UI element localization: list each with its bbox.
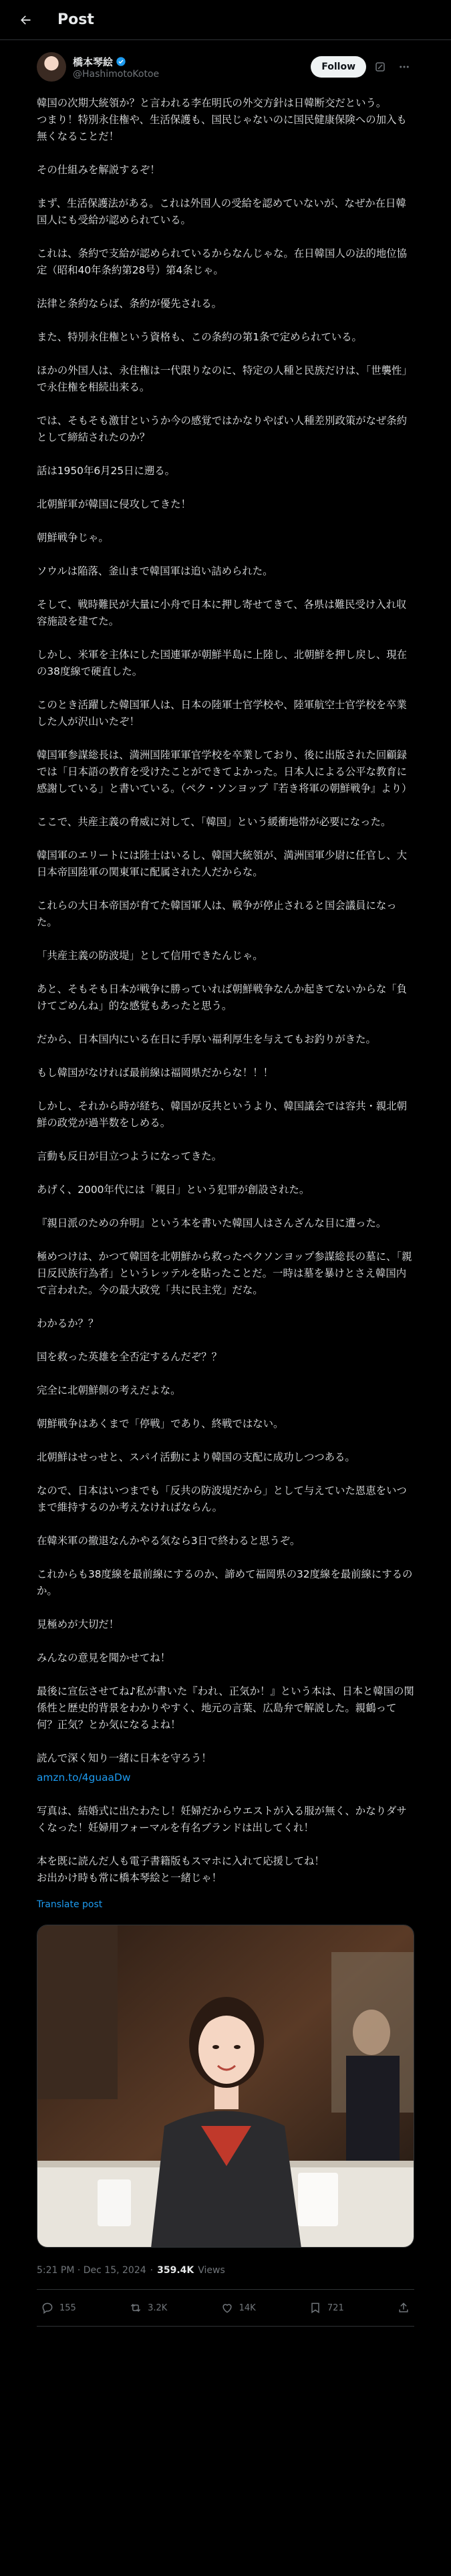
paragraph: しかし、米軍を主体にした国連軍が朝鮮半島に上陸し、北朝鮮を押し戻し、現在の38度線で硬直した。 [37, 649, 408, 677]
views-label: Views [198, 2265, 225, 2276]
paragraph: 話は1950年6月25日に遡る。 [37, 465, 176, 477]
like-button[interactable] [220, 2301, 256, 2315]
wedding-photo-image [37, 1925, 414, 2248]
reply-button[interactable] [41, 2301, 76, 2315]
share-button[interactable] [397, 2301, 410, 2315]
share-icon [397, 2301, 410, 2315]
paragraph: 在韓米軍の撤退なんかやる気なら3日で終わると思うぞ。 [37, 1535, 301, 1547]
paragraph: 見極めが大切だ！ [37, 1618, 120, 1630]
paragraph: 読んで深く知り一緒に日本を守ろう！ [37, 1752, 212, 1764]
repost-button[interactable] [129, 2301, 167, 2315]
grok-icon[interactable] [370, 57, 390, 77]
paragraph: みんなの意見を聞かせてね！ [37, 1652, 171, 1664]
post-timestamp[interactable]: 5:21 PM · Dec 15, 2024 [37, 2265, 146, 2276]
paragraph: わかるか？？ [37, 1317, 99, 1329]
repost-count: 3.2K [148, 2302, 168, 2313]
tweet-body [37, 95, 414, 1887]
paragraph: だから、日本国内にいる在日に手厚い福利厚生を与えてもお釣りがきた。 [37, 1033, 376, 1045]
more-options-icon[interactable] [394, 57, 414, 77]
top-bar [0, 0, 451, 40]
tweet [0, 40, 451, 2327]
author-row [37, 48, 414, 86]
amazon-link[interactable]: amzn.to/4guaaDw [37, 1772, 131, 1784]
reply-icon [41, 2301, 54, 2315]
paragraph: もし韓国がなければ最前線は福岡県だからな！！！ [37, 1067, 273, 1079]
paragraph: これからも38度線を最前線にするのか、諦めて福岡県の32度線を最前線にするのか。 [37, 1568, 413, 1597]
like-count: 14K [239, 2302, 256, 2313]
paragraph: 韓国軍参謀総長は、満洲国陸軍軍官学校を卒業しており、後に出版された回顧録では「日本語の教育を受けたことができてよかった。日本人による公平な教育に感謝している」と書いている。（ペク・ソンヨップ『若き将軍の朝鮮戦争』より） [37, 749, 412, 794]
tweet-photo[interactable] [37, 1925, 414, 2248]
paragraph: 韓国軍のエリートには陸士はいるし、韓国大統領が、満洲国軍少尉に任官し、大日本帝国陸軍の関東軍に配属された人だからな。 [37, 849, 408, 878]
paragraph: 朝鮮戦争はあくまで「停戦」であり、終戦ではない。 [37, 1418, 284, 1430]
divider [37, 2326, 414, 2327]
verified-badge-icon [116, 56, 126, 67]
view-count: 359.4K [157, 2265, 194, 2276]
paragraph: 朝鮮戦争じゃ。 [37, 532, 109, 544]
paragraph: 写真は、結婚式に出たわたし！妊婦だからウエストが入る服が無く、かなりダサくなった！妊婦用フォーマルを有名ブランドは出してくれ！ [37, 1805, 407, 1834]
paragraph: これは、条約で支給が認められているからなんじゃな。在日韓国人の法的地位協定（昭和40年条約第28号）第4条じゃ。 [37, 247, 408, 276]
translate-post-link[interactable]: Translate post [37, 1899, 103, 1910]
action-bar [37, 2290, 414, 2326]
post-meta: 5:21 PM · Dec 15, 2024 · 359.4K Views [37, 2265, 225, 2276]
paragraph: 北朝鮮はせっせと、スパイ活動により韓国の支配に成功しつつある。 [37, 1451, 355, 1463]
reply-count: 155 [59, 2302, 76, 2313]
paragraph: まず、生活保護法がある。これは外国人の受給を認めていないが、なぜか在日韓国人にも受給が認められている。 [37, 197, 406, 226]
paragraph: 言動も反日が目立つようになってきた。 [37, 1150, 222, 1162]
paragraph: 韓国の次期大統領か？と言われる李在明氏の外交方針は日韓断交だという。 つまり！特別永住権や、生活保護も、国民じゃないのに国民健康保険への加入も無くなることだ！ [37, 97, 407, 142]
bookmark-icon [309, 2301, 322, 2315]
paragraph: 『親日派のための弁明』という本を書いた韓国人はさんざんな目に遭った。 [37, 1217, 387, 1229]
bookmark-count: 721 [327, 2302, 344, 2313]
page-title: Post [57, 11, 94, 28]
paragraph: しかし、それから時が経ち、韓国が反共というより、韓国議会では容共・親北朝鮮の政党が過半数をしめる。 [37, 1100, 408, 1129]
paragraph: 北朝鮮軍が韓国に侵攻してきた！ [37, 498, 191, 510]
author-names [73, 55, 311, 80]
paragraph: あげく、2000年代には「親日」という犯罪が創設された。 [37, 1184, 310, 1196]
paragraph: 国を救った英雄を全否定するんだぞ？？ [37, 1351, 222, 1363]
paragraph: ここで、共産主義の脅威に対して、「韓国」という緩衝地帯が必要になった。 [37, 816, 392, 828]
paragraph: 極めつけは、かつて韓国を北朝鮮から救ったペクソンヨップ参謀総長の墓に、「親日反民族行為者」というレッテルを貼ったことだ。一時は墓を暴けとさえ韓国内で言われた。今の最大政党「共に民主党」だな。 [37, 1251, 412, 1296]
heart-icon [220, 2301, 234, 2315]
author-handle[interactable]: @HashimotoKotoe [73, 68, 160, 80]
back-arrow-icon[interactable] [13, 8, 37, 32]
paragraph: 完全に北朝鮮側の考えだよな。 [37, 1384, 181, 1396]
avatar[interactable] [37, 52, 66, 82]
paragraph: では、そもそも激甘というか今の感覚ではかなりやばい人種差別政策がなぜ条約として締結されたのか？ [37, 415, 408, 443]
paragraph: あと、そもそも日本が戦争に勝っていれば朝鮮戦争なんか起きてないからな「負けてごめんね」的な感覚もあったと思う。 [37, 983, 408, 1012]
paragraph: 本を既に読んだ人も電子書籍版もスマホに入れて応援してね！ お出かけ時も常に橋本琴絵と一緒じゃ！ [37, 1855, 325, 1884]
paragraph: 最後に宣伝させてね♪私が書いた『われ、正気か！』という本は、日本と韓国の関係性と歴史的背景をわかりやすく、地元の言葉、広島弁で解説した。親鶴って何？正気？とか気になるよね！ [37, 1685, 414, 1731]
paragraph: そして、戦時難民が大量に小舟で日本に押し寄せてきて、各県は難民受け入れ収容施設を建てた。 [37, 599, 407, 627]
paragraph: ソウルは陥落、釜山まで韓国軍は追い詰められた。 [37, 565, 273, 577]
paragraph: 「共産主義の防波堤」として信用できたんじゃ。 [37, 950, 263, 962]
paragraph: このとき活躍した韓国軍人は、日本の陸軍士官学校や、陸軍航空士官学校を卒業した人が沢山いたぞ！ [37, 699, 407, 728]
paragraph: また、特別永住権という資格も、この条約の第1条で定められている。 [37, 331, 362, 343]
bookmark-button[interactable] [309, 2301, 344, 2315]
paragraph: その仕組みを解説するぞ！ [37, 164, 160, 176]
author-name[interactable]: 橋本琴絵 [73, 56, 114, 68]
book-link[interactable] [37, 1769, 414, 1786]
repost-icon [129, 2301, 142, 2315]
paragraph: なので、日本はいつまでも「反共の防波堤だから」として与えていた恩恵をいつまで維持するのか考えなければならん。 [37, 1485, 407, 1513]
follow-button[interactable]: Follow [311, 56, 366, 78]
paragraph: 法律と条約ならば、条約が優先される。 [37, 298, 222, 310]
paragraph: これらの大日本帝国が育てた韓国軍人は、戦争が停止されると国会議員になった。 [37, 899, 397, 928]
paragraph: ほかの外国人は、永住権は一代限りなのに、特定の人種と民族だけは、「世襲性」で永住権を相続出来る。 [37, 364, 412, 393]
